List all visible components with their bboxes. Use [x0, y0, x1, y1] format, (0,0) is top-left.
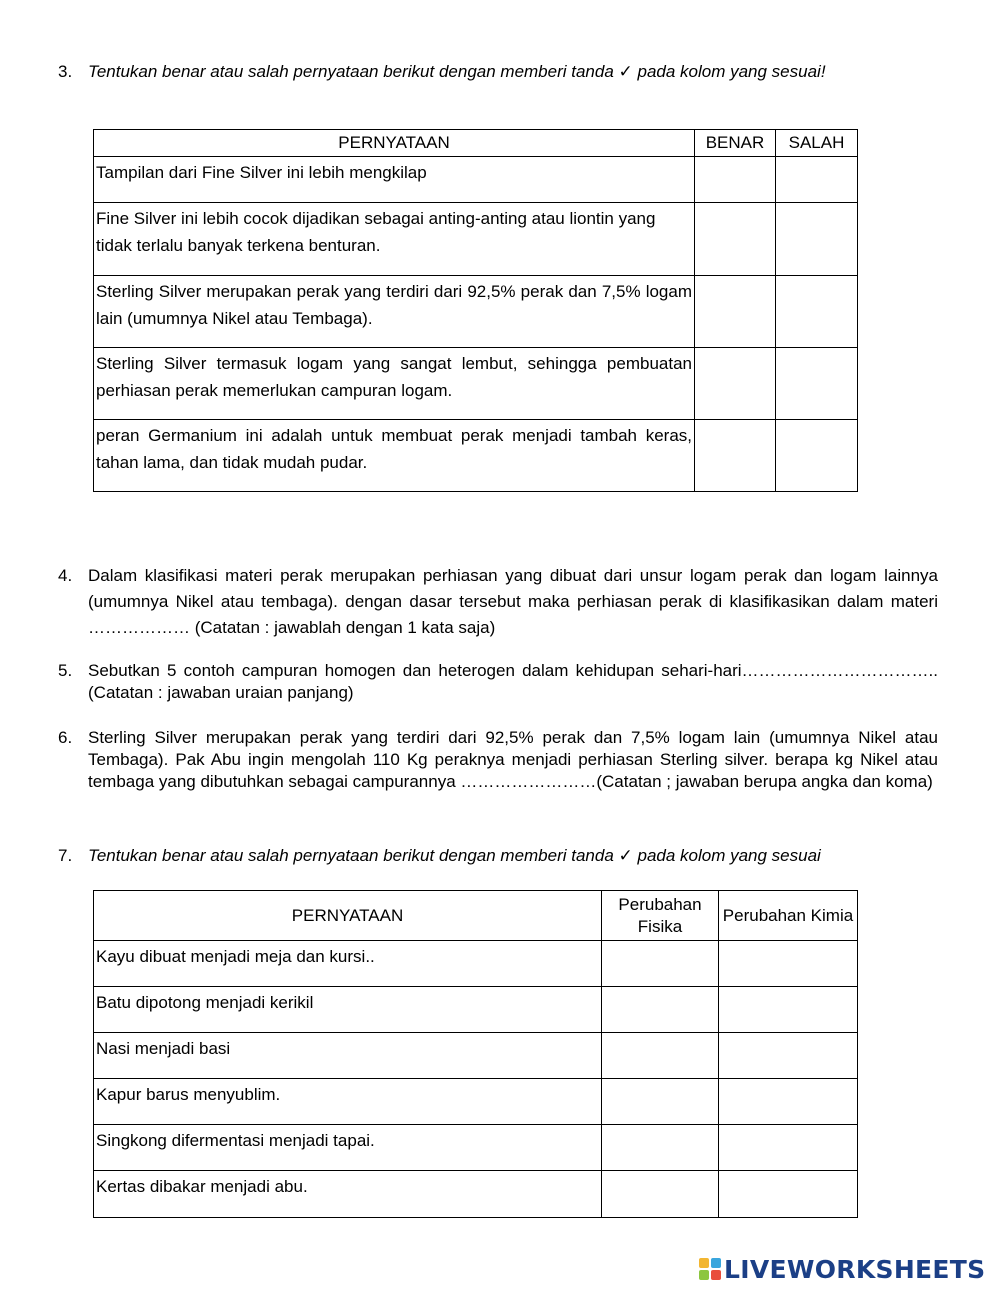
- header-pernyataan: PERNYATAAN: [94, 130, 695, 157]
- fisika-answer-cell[interactable]: [602, 1171, 719, 1218]
- kimia-answer-cell[interactable]: [719, 987, 858, 1033]
- table-row: [94, 1171, 858, 1218]
- fisika-answer-cell[interactable]: [602, 1125, 719, 1171]
- table-row: [94, 420, 858, 492]
- logo-text: LIVEWORKSHEETS: [724, 1254, 986, 1284]
- question-number: 7.: [58, 846, 73, 865]
- kimia-answer-cell[interactable]: [719, 1033, 858, 1079]
- kimia-answer-cell[interactable]: [719, 1171, 858, 1218]
- header-perubahan-kimia: Perubahan Kimia: [719, 891, 858, 941]
- salah-answer-cell[interactable]: [776, 420, 858, 492]
- question-text: Sebutkan 5 contoh campuran homogen dan heterogen dalam kehidupan sehari-hari……………………………..(Catatan : jawaban uraian panjang): [88, 661, 938, 702]
- statement: Singkong difermentasi menjadi tapai.: [94, 1125, 602, 1171]
- salah-answer-cell[interactable]: [776, 348, 858, 420]
- question-3: [58, 61, 938, 83]
- logo-grid-icon: [699, 1258, 721, 1280]
- benar-answer-cell[interactable]: [695, 420, 776, 492]
- benar-answer-cell[interactable]: [695, 157, 776, 203]
- question-number: 3.: [58, 62, 73, 81]
- statement: Batu dipotong menjadi kerikil: [94, 987, 602, 1033]
- benar-answer-cell[interactable]: [695, 276, 776, 348]
- table-row: [94, 941, 858, 987]
- salah-answer-cell[interactable]: [776, 276, 858, 348]
- change-type-table: [93, 890, 858, 1218]
- kimia-answer-cell[interactable]: [719, 1125, 858, 1171]
- statement: Sterling Silver termasuk logam yang sangat lembut, sehingga pembuatan perhiasan perak memerlukan campuran logam.: [94, 348, 695, 420]
- kimia-answer-cell[interactable]: [719, 1079, 858, 1125]
- table-row: [94, 348, 858, 420]
- kimia-answer-cell[interactable]: [719, 941, 858, 987]
- table-row: [94, 1125, 858, 1171]
- question-text: Sterling Silver merupakan perak yang terdiri dari 92,5% perak dan 7,5% logam lain (umumnya Nikel atau Tembaga). Pak Abu ingin mengolah 110 Kg peraknya menjadi perhiasan Sterling silver. berapa kg Nikel atau tembaga yang dibutuhkan sebagai campurannya ……………………(Catatan ; jawaban berupa angka dan koma): [88, 728, 938, 791]
- question-5: [58, 660, 938, 704]
- question-text: Tentukan benar atau salah pernyataan berikut dengan memberi tanda ✓ pada kolom yang sesuai: [88, 846, 821, 865]
- salah-answer-cell[interactable]: [776, 157, 858, 203]
- fisika-answer-cell[interactable]: [602, 941, 719, 987]
- fisika-answer-cell[interactable]: [602, 1033, 719, 1079]
- question-number: 4.: [58, 566, 73, 585]
- statement: Kertas dibakar menjadi abu.: [94, 1171, 602, 1218]
- true-false-table: [93, 129, 858, 492]
- question-number: 6.: [58, 728, 73, 747]
- fisika-answer-cell[interactable]: [602, 987, 719, 1033]
- question-4: [58, 563, 938, 641]
- table-row: [94, 157, 858, 203]
- statement: peran Germanium ini adalah untuk membuat perak menjadi tambah keras, tahan lama, dan tidak mudah pudar.: [94, 420, 695, 492]
- question-6: [58, 727, 938, 793]
- statement: Tampilan dari Fine Silver ini lebih mengkilap: [94, 157, 695, 203]
- table-row: [94, 1033, 858, 1079]
- statement: Fine Silver ini lebih cocok dijadikan sebagai anting-anting atau liontin yang tidak terlalu banyak terkena benturan.: [94, 203, 695, 276]
- question-text: Dalam klasifikasi materi perak merupakan perhiasan yang dibuat dari unsur logam perak dan logam lainnya (umumnya Nikel atau tembaga). dengan dasar tersebut maka perhiasan perak di klasifikasikan dalam materi ……………… (Catatan : jawablah dengan 1 kata saja): [88, 566, 938, 637]
- table-row: [94, 203, 858, 276]
- table-row: [94, 276, 858, 348]
- salah-answer-cell[interactable]: [776, 203, 858, 276]
- question-7: [58, 845, 938, 867]
- fisika-answer-cell[interactable]: [602, 1079, 719, 1125]
- question-number: 5.: [58, 661, 73, 680]
- header-pernyataan: PERNYATAAN: [94, 891, 602, 941]
- statement: Kapur barus menyublim.: [94, 1079, 602, 1125]
- table-row: [94, 987, 858, 1033]
- table-row: [94, 1079, 858, 1125]
- statement: Sterling Silver merupakan perak yang terdiri dari 92,5% perak dan 7,5% logam lain (umumnya Nikel atau Tembaga).: [94, 276, 695, 348]
- header-perubahan-fisika: Perubahan Fisika: [602, 891, 719, 941]
- header-salah: SALAH: [776, 130, 858, 157]
- header-benar: BENAR: [695, 130, 776, 157]
- benar-answer-cell[interactable]: [695, 348, 776, 420]
- question-text: Tentukan benar atau salah pernyataan berikut dengan memberi tanda ✓ pada kolom yang sesuai!: [88, 62, 826, 81]
- statement: Kayu dibuat menjadi meja dan kursi..: [94, 941, 602, 987]
- benar-answer-cell[interactable]: [695, 203, 776, 276]
- statement: Nasi menjadi basi: [94, 1033, 602, 1079]
- liveworksheets-logo: [699, 1254, 985, 1284]
